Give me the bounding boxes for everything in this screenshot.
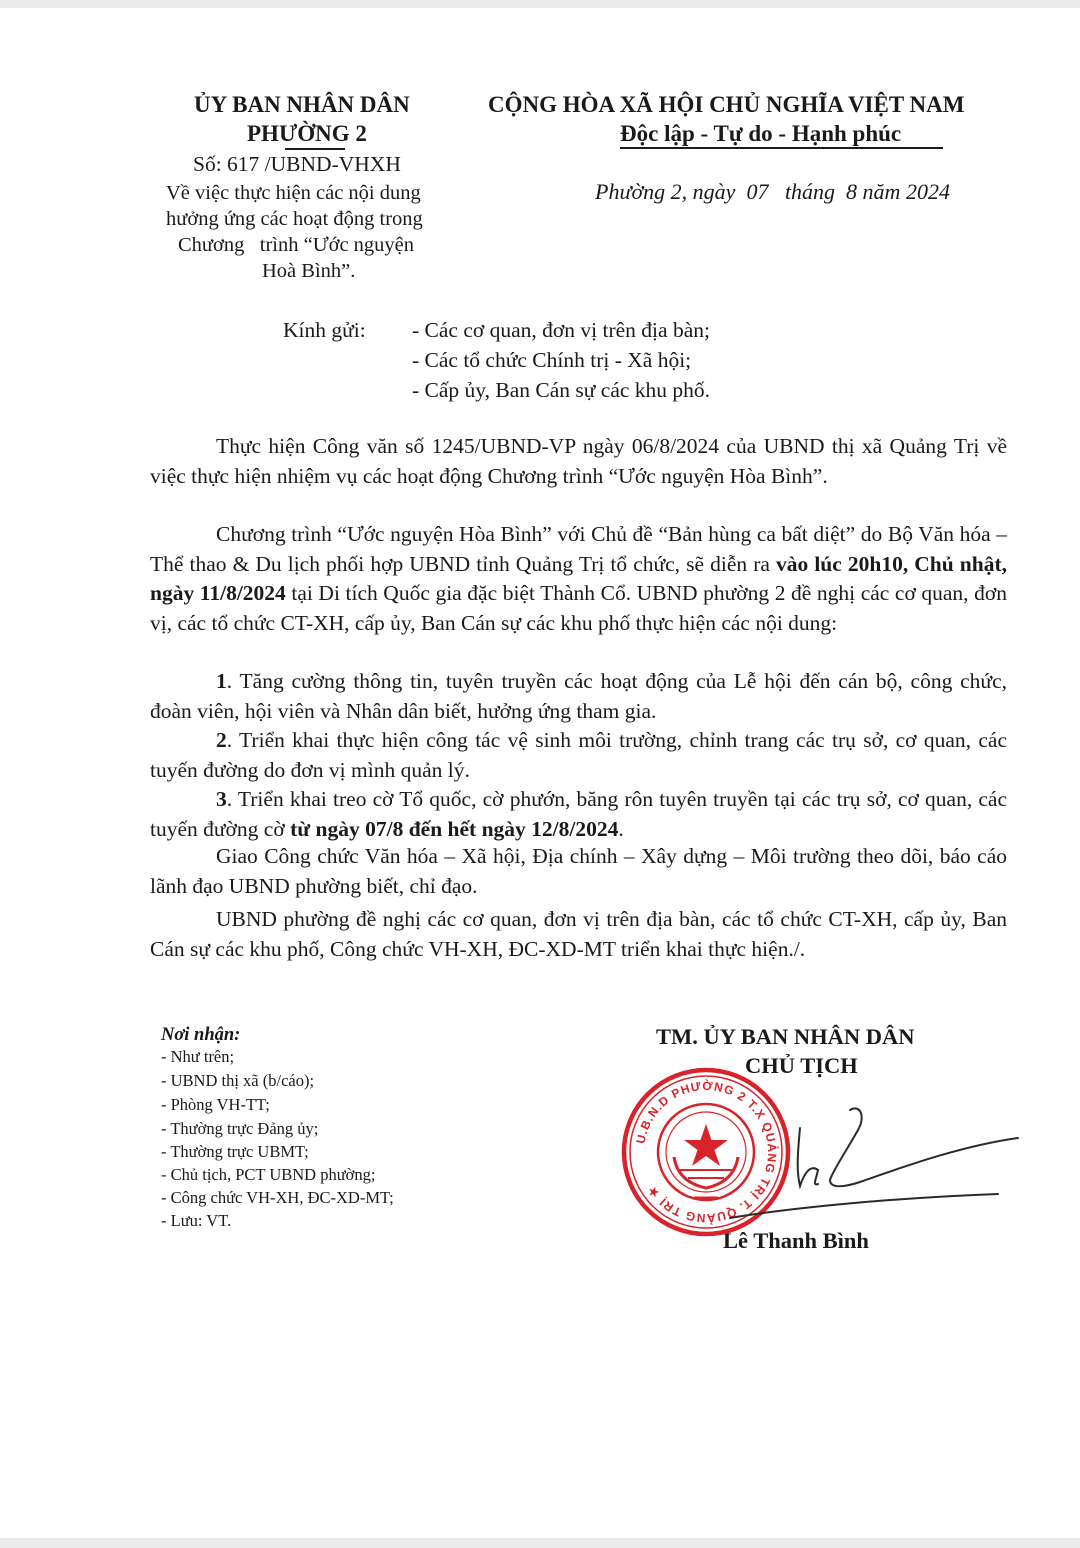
flag-period: từ ngày 07/8 đến hết ngày 12/8/2024	[290, 816, 619, 841]
place-date: Phường 2, ngày 07 tháng 8 năm 2024	[595, 179, 950, 204]
paragraph-assignment: Giao Công chức Văn hóa – Xã hội, Địa chính – Xây dựng – Môi trường theo dõi, báo cáo lãnh đạo UBND phường biết, chỉ đạo.	[150, 844, 1007, 898]
receivers-title: Nơi nhận:	[161, 1025, 241, 1045]
motto-underline	[620, 147, 943, 149]
bottom-bar	[0, 1538, 1080, 1548]
program-time: vào lúc 20h10, Chủ nhật, ngày 11/8/2024	[150, 551, 1007, 606]
subject-line-3: Chương trình “Ước nguyện	[178, 234, 415, 256]
task-item-3	[150, 785, 1007, 844]
task-text-3: . Triển khai treo cờ Tổ quốc, cờ phướn, băng rôn tuyên truyền tại các trụ sở, cơ quan, các tuyến đường cờ	[150, 787, 1007, 841]
receiver-item: - Như trên;	[161, 1047, 235, 1066]
task-number-2: 2	[216, 728, 227, 752]
receiver-item: - Công chức VH-XH, ĐC-XD-MT;	[161, 1188, 394, 1207]
org-unit: PHƯỜNG 2	[247, 121, 367, 146]
recipient-item: - Cấp ủy, Ban Cán sự các khu phố.	[412, 378, 711, 402]
receiver-item: - Lưu: VT.	[161, 1211, 232, 1230]
org-name: ỦY BAN NHÂN DÂN	[194, 92, 410, 117]
recipients-label: Kính gửi:	[283, 318, 366, 342]
program-text-2: tại Di tích Quốc gia đặc biệt Thành Cổ. UBND phường 2 đề nghị các cơ quan, đơn vị, các tổ chức CT-XH, cấp ủy, Ban Cán sự các khu phố thực hiện các nội dung:	[150, 581, 1007, 635]
task-text-3-end: .	[618, 816, 624, 841]
receiver-item: - Thường trực UBMT;	[161, 1142, 309, 1161]
top-bar	[0, 0, 1080, 8]
task-item-2	[150, 726, 1007, 785]
task-number-1: 1	[216, 669, 227, 693]
paragraph-reference: Thực hiện Công văn số 1245/UBND-VP ngày 06/8/2024 của UBND thị xã Quảng Trị về việc thực hiện nhiệm vụ các hoạt động Chương trình “Ước nguyện Hòa Bình”.	[150, 434, 1007, 488]
recipient-item: - Các tổ chức Chính trị - Xã hội;	[412, 348, 692, 372]
receiver-item: - UBND thị xã (b/cáo);	[161, 1071, 315, 1090]
org-underline	[285, 148, 345, 150]
paragraph-program	[150, 520, 1007, 638]
subject-line-1: Về việc thực hiện các nội dung	[166, 182, 421, 204]
nation-motto: Độc lập - Tự do - Hạnh phúc	[620, 121, 902, 146]
task-item-1	[150, 667, 1007, 726]
task-text-1: . Tăng cường thông tin, tuyên truyền các hoạt động của Lễ hội đến cán bộ, công chức, đoàn viên, hội viên và Nhân dân biết, hưởng ứng tham gia.	[150, 669, 1007, 723]
paragraph-closing: UBND phường đề nghị các cơ quan, đơn vị trên địa bàn, các tổ chức CT-XH, cấp ủy, Ban Cán sự các khu phố, Công chức VH-XH, ĐC-XD-MT triển khai thực hiện./.	[150, 907, 1007, 961]
signer-name: Lê Thanh Bình	[723, 1228, 869, 1253]
subject-line-4: Hoà Bình”.	[262, 260, 356, 282]
task-number-3: 3	[216, 787, 227, 811]
receiver-item: - Chủ tịch, PCT UBND phường;	[161, 1165, 376, 1184]
signature-position: CHỦ TỊCH	[745, 1053, 858, 1078]
receiver-item: - Thường trực Đảng ủy;	[161, 1119, 319, 1138]
doc-number: Số: 617 /UBND-VHXH	[193, 152, 401, 176]
nation-title: CỘNG HÒA XÃ HỘI CHỦ NGHĨA VIỆT NAM	[488, 92, 965, 117]
svg-text:U.B.N.D PHƯỜNG 2 T.X QUẢNG TRỊ: U.B.N.D PHƯỜNG 2 T.X QUẢNG TRỊ T. QUẢNG TRỊ ★	[633, 1078, 780, 1226]
handwritten-signature-icon	[700, 1100, 1020, 1240]
program-text-1: Chương trình “Ước nguyện Hòa Bình” với Chủ đề “Bản hùng ca bất diệt” do Bộ Văn hóa – Thể thao & Du lịch phối hợp UBND tỉnh Quảng Trị tổ chức, sẽ diễn ra	[150, 522, 1007, 576]
recipient-item: - Các cơ quan, đơn vị trên địa bàn;	[412, 318, 710, 342]
signature-on-behalf: TM. ỦY BAN NHÂN DÂN	[656, 1024, 915, 1049]
subject-line-2: hưởng ứng các hoạt động trong	[166, 208, 423, 230]
receiver-item: - Phòng VH-TT;	[161, 1095, 270, 1114]
task-text-2: . Triển khai thực hiện công tác vệ sinh môi trường, chỉnh trang các trụ sở, cơ quan, các tuyến đường do đơn vị mình quản lý.	[150, 728, 1007, 782]
